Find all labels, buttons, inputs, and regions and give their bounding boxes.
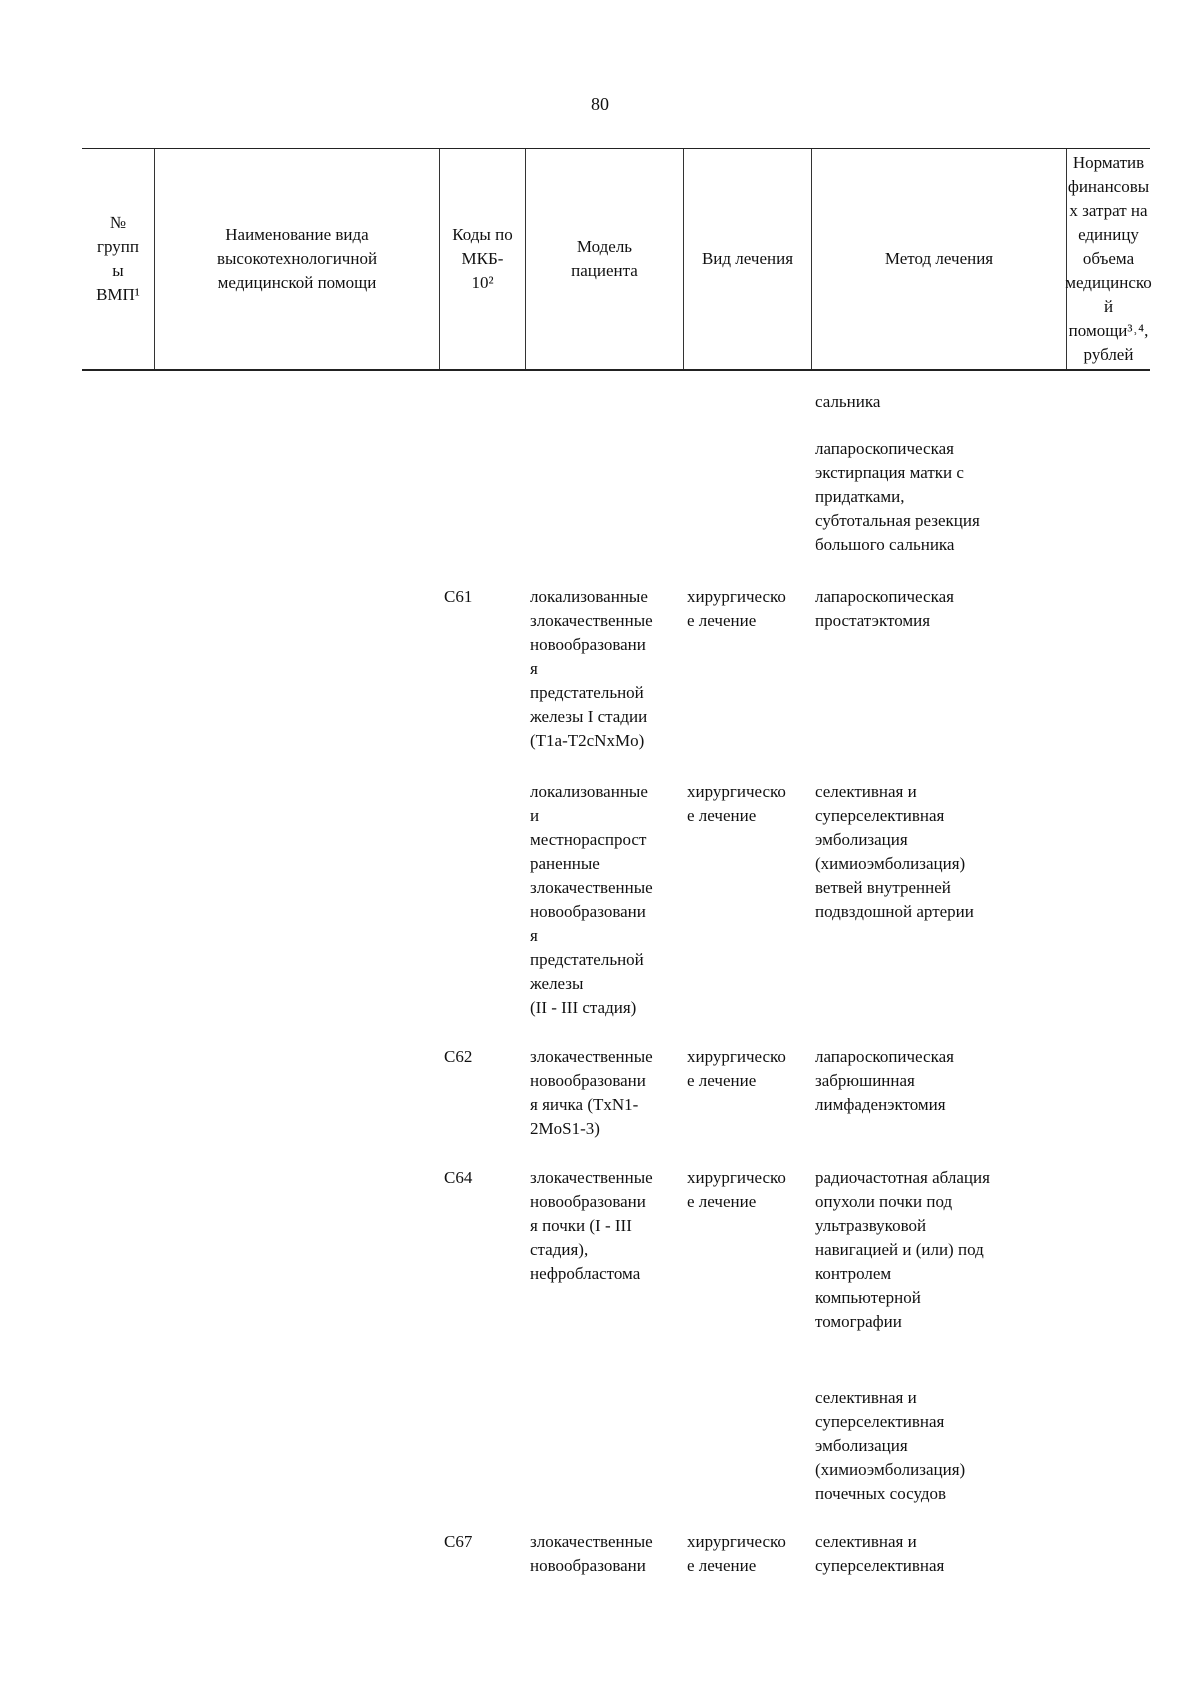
row-0-method: сальника bbox=[815, 392, 881, 411]
row-4-method: лапароскопическая забрюшинная лимфаденэктомия bbox=[815, 1047, 954, 1114]
header-care-type-name: Наименование вида высокотехнологичной медицинской помощи bbox=[154, 149, 439, 369]
row-5-code: C64 bbox=[444, 1168, 473, 1187]
table-header bbox=[82, 148, 1150, 371]
row-1-method: лапароскопическая экстирпация матки с придатками, субтотальная резекция большого сальника bbox=[815, 439, 980, 554]
row-2-kind: хирургическо е лечение bbox=[687, 587, 786, 630]
row-4-code: C62 bbox=[444, 1047, 473, 1066]
header-cost-norm: Норматив финансовы х затрат на единицу объема медицинско й помощи³˒⁴, рублей bbox=[1066, 149, 1150, 369]
row-3-model: локализованные и местнораспрост раненные злокачественные новообразовани я предстательной железы (II - III стадия) bbox=[530, 782, 653, 1017]
row-2-model: локализованные злокачественные новообразовани я предстательной железы I стадии (T1a-T2cNxMo) bbox=[530, 587, 653, 750]
row-2-code: C61 bbox=[444, 587, 473, 606]
header-treatment-kind: Вид лечения bbox=[683, 149, 811, 369]
header-treatment-method: Метод лечения bbox=[811, 149, 1066, 369]
header-icd-codes: Коды по МКБ- 10² bbox=[439, 149, 525, 369]
row-7-code: C67 bbox=[444, 1532, 473, 1551]
row-5-model: злокачественные новообразовани я почки (I - III стадия), нефробластома bbox=[530, 1168, 653, 1283]
row-7-model: злокачественные новообразовани bbox=[530, 1532, 653, 1575]
row-7-kind: хирургическо е лечение bbox=[687, 1532, 786, 1575]
row-3-method: селективная и суперселективная эмболизация (химиоэмболизация) ветвей внутренней подвздошной артерии bbox=[815, 782, 974, 921]
row-7-method: селективная и суперселективная bbox=[815, 1532, 945, 1575]
row-4-model: злокачественные новообразовани я яичка (TxN1- 2MoS1-3) bbox=[530, 1047, 653, 1138]
header-patient-model: Модель пациента bbox=[525, 149, 683, 369]
header-group-number: № групп ы ВМП¹ bbox=[96, 213, 140, 304]
row-5-kind: хирургическо е лечение bbox=[687, 1168, 786, 1211]
row-6-method: селективная и суперселективная эмболизация (химиоэмболизация) почечных сосудов bbox=[815, 1388, 966, 1503]
row-2-method: лапароскопическая простатэктомия bbox=[815, 587, 954, 630]
row-3-kind: хирургическо е лечение bbox=[687, 782, 786, 825]
row-5-method: радиочастотная аблация опухоли почки под ультразвуковой навигацией и (или) под контролем компьютерной томографии bbox=[815, 1168, 990, 1331]
row-4-kind: хирургическо е лечение bbox=[687, 1047, 786, 1090]
page-number: 80 bbox=[591, 94, 609, 114]
